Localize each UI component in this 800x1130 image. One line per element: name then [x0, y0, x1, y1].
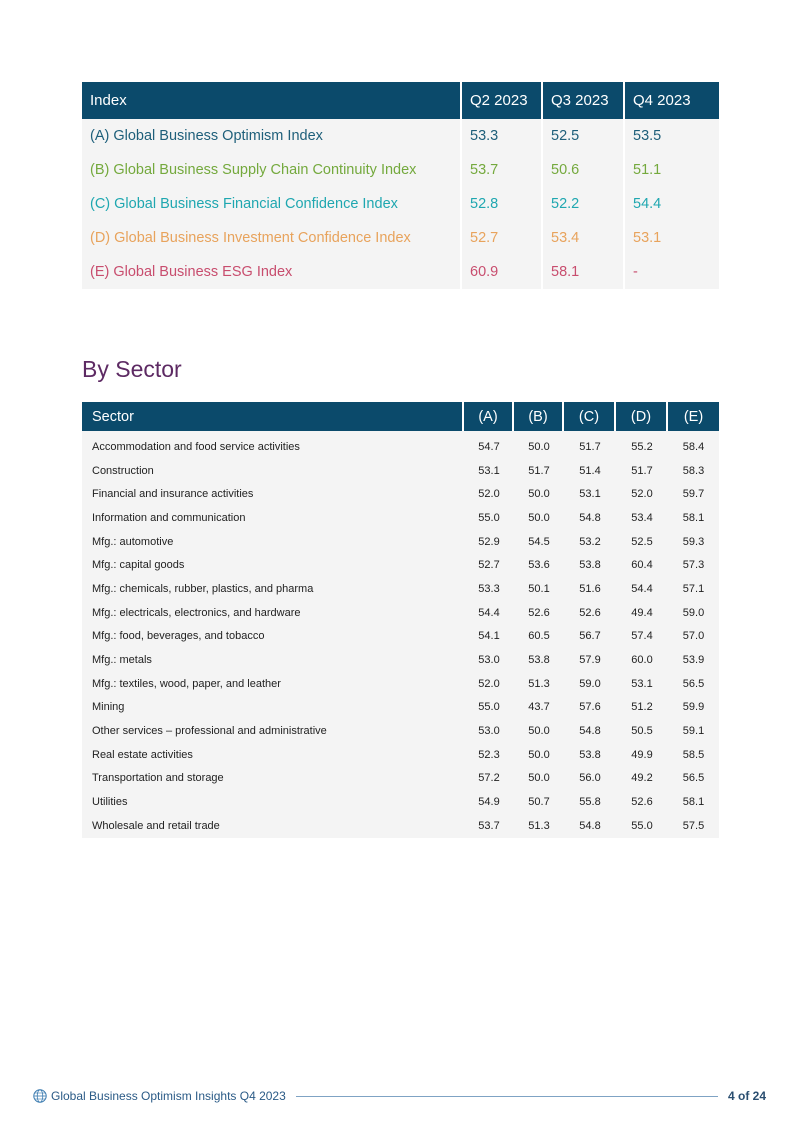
- index-summary-table: [82, 82, 719, 289]
- e-value-cell: 57.0: [668, 625, 719, 649]
- a-value-cell: 54.1: [464, 625, 514, 649]
- q3-value-cell: 50.6: [543, 153, 625, 187]
- sector-name-cell: Mfg.: textiles, wood, paper, and leather: [82, 672, 464, 696]
- sector-name-cell: Real estate activities: [82, 743, 464, 767]
- index-table-body: [82, 119, 719, 289]
- e-value-cell: 59.0: [668, 601, 719, 625]
- e-value-cell: 59.9: [668, 696, 719, 720]
- index-row: [82, 153, 719, 187]
- b-value-cell: 50.1: [514, 577, 564, 601]
- c-value-cell: 56.0: [564, 767, 616, 791]
- d-value-cell: 49.4: [616, 601, 668, 625]
- sector-table: [82, 402, 719, 838]
- sector-row: [82, 625, 719, 649]
- sector-row: [82, 530, 719, 554]
- b-value-cell: 60.5: [514, 625, 564, 649]
- d-value-cell: 54.4: [616, 577, 668, 601]
- d-value-cell: 53.4: [616, 506, 668, 530]
- d-value-cell: 53.1: [616, 672, 668, 696]
- index-name-cell: (B) Global Business Supply Chain Continuity Index: [82, 153, 462, 187]
- a-value-cell: 53.0: [464, 719, 514, 743]
- sector-name-cell: Mfg.: automotive: [82, 530, 464, 554]
- q4-column-header: Q4 2023: [625, 82, 719, 119]
- sector-table-header-row: [82, 402, 719, 431]
- a-value-cell: 52.9: [464, 530, 514, 554]
- q4-value-cell: 54.4: [625, 187, 719, 221]
- index-row: [82, 221, 719, 255]
- b-value-cell: 50.0: [514, 743, 564, 767]
- sector-row: [82, 601, 719, 625]
- q2-value-cell: 53.3: [462, 119, 543, 153]
- q4-value-cell: 53.5: [625, 119, 719, 153]
- c-value-cell: 57.6: [564, 696, 616, 720]
- e-value-cell: 59.3: [668, 530, 719, 554]
- e-value-cell: 58.1: [668, 790, 719, 814]
- a-value-cell: 53.3: [464, 577, 514, 601]
- e-value-cell: 57.1: [668, 577, 719, 601]
- sector-row: [82, 743, 719, 767]
- index-column-header: Index: [82, 82, 462, 119]
- b-value-cell: 53.6: [514, 553, 564, 577]
- sector-row: [82, 648, 719, 672]
- a-value-cell: 52.3: [464, 743, 514, 767]
- index-name-cell: (E) Global Business ESG Index: [82, 255, 462, 289]
- q3-value-cell: 58.1: [543, 255, 625, 289]
- b-value-cell: 52.6: [514, 601, 564, 625]
- index-row: [82, 255, 719, 289]
- sector-row: [82, 553, 719, 577]
- b-value-cell: 50.0: [514, 431, 564, 459]
- q2-value-cell: 52.7: [462, 221, 543, 255]
- d-value-cell: 51.7: [616, 459, 668, 483]
- a-value-cell: 54.7: [464, 431, 514, 459]
- sector-name-cell: Mfg.: metals: [82, 648, 464, 672]
- page-number: 4 of 24: [727, 1089, 766, 1103]
- d-value-cell: 60.0: [616, 648, 668, 672]
- footer-title: Global Business Optimism Insights Q4 2023: [51, 1089, 286, 1103]
- b-column-header: (B): [514, 402, 564, 431]
- q3-column-header: Q3 2023: [543, 82, 625, 119]
- page-footer: [33, 1087, 766, 1105]
- e-value-cell: 56.5: [668, 767, 719, 791]
- d-value-cell: 52.0: [616, 482, 668, 506]
- a-column-header: (A): [464, 402, 514, 431]
- d-value-cell: 60.4: [616, 553, 668, 577]
- a-value-cell: 55.0: [464, 696, 514, 720]
- index-row: [82, 119, 719, 153]
- sector-name-cell: Mfg.: chemicals, rubber, plastics, and pharma: [82, 577, 464, 601]
- c-value-cell: 54.8: [564, 719, 616, 743]
- c-value-cell: 53.8: [564, 553, 616, 577]
- globe-icon: [33, 1089, 47, 1103]
- q4-value-cell: 51.1: [625, 153, 719, 187]
- c-value-cell: 52.6: [564, 601, 616, 625]
- b-value-cell: 51.3: [514, 814, 564, 838]
- d-value-cell: 57.4: [616, 625, 668, 649]
- b-value-cell: 50.7: [514, 790, 564, 814]
- d-value-cell: 49.2: [616, 767, 668, 791]
- e-value-cell: 59.7: [668, 482, 719, 506]
- a-value-cell: 57.2: [464, 767, 514, 791]
- index-name-cell: (A) Global Business Optimism Index: [82, 119, 462, 153]
- e-value-cell: 58.3: [668, 459, 719, 483]
- c-value-cell: 53.8: [564, 743, 616, 767]
- b-value-cell: 50.0: [514, 767, 564, 791]
- b-value-cell: 50.0: [514, 719, 564, 743]
- c-value-cell: 54.8: [564, 506, 616, 530]
- sector-name-cell: Mining: [82, 696, 464, 720]
- by-sector-heading: By Sector: [82, 356, 182, 382]
- index-name-cell: (D) Global Business Investment Confidence Index: [82, 221, 462, 255]
- q2-value-cell: 52.8: [462, 187, 543, 221]
- index-name-cell: (C) Global Business Financial Confidence Index: [82, 187, 462, 221]
- d-value-cell: 52.5: [616, 530, 668, 554]
- d-value-cell: 50.5: [616, 719, 668, 743]
- d-value-cell: 55.2: [616, 431, 668, 459]
- index-row: [82, 187, 719, 221]
- b-value-cell: 43.7: [514, 696, 564, 720]
- e-value-cell: 58.5: [668, 743, 719, 767]
- b-value-cell: 51.3: [514, 672, 564, 696]
- a-value-cell: 52.0: [464, 482, 514, 506]
- d-column-header: (D): [616, 402, 668, 431]
- a-value-cell: 52.0: [464, 672, 514, 696]
- c-value-cell: 57.9: [564, 648, 616, 672]
- c-value-cell: 53.1: [564, 482, 616, 506]
- q4-value-cell: 53.1: [625, 221, 719, 255]
- c-value-cell: 54.8: [564, 814, 616, 838]
- c-value-cell: 51.7: [564, 431, 616, 459]
- e-value-cell: 59.1: [668, 719, 719, 743]
- sector-row: [82, 814, 719, 838]
- q3-value-cell: 52.5: [543, 119, 625, 153]
- a-value-cell: 54.4: [464, 601, 514, 625]
- sector-row: [82, 506, 719, 530]
- e-column-header: (E): [668, 402, 719, 431]
- c-value-cell: 53.2: [564, 530, 616, 554]
- b-value-cell: 54.5: [514, 530, 564, 554]
- e-value-cell: 57.5: [668, 814, 719, 838]
- sector-name-cell: Transportation and storage: [82, 767, 464, 791]
- a-value-cell: 53.0: [464, 648, 514, 672]
- d-value-cell: 49.9: [616, 743, 668, 767]
- sector-row: [82, 719, 719, 743]
- sector-row: [82, 577, 719, 601]
- sector-name-cell: Wholesale and retail trade: [82, 814, 464, 838]
- index-table-header-row: [82, 82, 719, 119]
- footer-divider: [296, 1096, 718, 1097]
- sector-name-cell: Mfg.: capital goods: [82, 553, 464, 577]
- q2-column-header: Q2 2023: [462, 82, 543, 119]
- e-value-cell: 53.9: [668, 648, 719, 672]
- e-value-cell: 56.5: [668, 672, 719, 696]
- sector-row: [82, 672, 719, 696]
- sector-table-body: [82, 431, 719, 838]
- a-value-cell: 52.7: [464, 553, 514, 577]
- b-value-cell: 50.0: [514, 482, 564, 506]
- c-value-cell: 51.4: [564, 459, 616, 483]
- q2-value-cell: 60.9: [462, 255, 543, 289]
- sector-row: [82, 482, 719, 506]
- a-value-cell: 55.0: [464, 506, 514, 530]
- b-value-cell: 50.0: [514, 506, 564, 530]
- e-value-cell: 57.3: [668, 553, 719, 577]
- e-value-cell: 58.1: [668, 506, 719, 530]
- sector-name-cell: Other services – professional and administrative: [82, 719, 464, 743]
- q4-value-cell: -: [625, 255, 719, 289]
- d-value-cell: 51.2: [616, 696, 668, 720]
- sector-name-cell: Financial and insurance activities: [82, 482, 464, 506]
- e-value-cell: 58.4: [668, 431, 719, 459]
- sector-row: [82, 696, 719, 720]
- sector-name-cell: Mfg.: food, beverages, and tobacco: [82, 625, 464, 649]
- b-value-cell: 51.7: [514, 459, 564, 483]
- q2-value-cell: 53.7: [462, 153, 543, 187]
- c-value-cell: 51.6: [564, 577, 616, 601]
- q3-value-cell: 52.2: [543, 187, 625, 221]
- sector-row: [82, 459, 719, 483]
- sector-name-cell: Utilities: [82, 790, 464, 814]
- d-value-cell: 55.0: [616, 814, 668, 838]
- sector-row: [82, 767, 719, 791]
- c-column-header: (C): [564, 402, 616, 431]
- sector-row: [82, 431, 719, 459]
- d-value-cell: 52.6: [616, 790, 668, 814]
- a-value-cell: 53.1: [464, 459, 514, 483]
- b-value-cell: 53.8: [514, 648, 564, 672]
- a-value-cell: 53.7: [464, 814, 514, 838]
- sector-row: [82, 790, 719, 814]
- c-value-cell: 59.0: [564, 672, 616, 696]
- sector-column-header: Sector: [82, 402, 464, 431]
- sector-name-cell: Accommodation and food service activities: [82, 431, 464, 459]
- a-value-cell: 54.9: [464, 790, 514, 814]
- sector-name-cell: Construction: [82, 459, 464, 483]
- c-value-cell: 55.8: [564, 790, 616, 814]
- c-value-cell: 56.7: [564, 625, 616, 649]
- sector-name-cell: Mfg.: electricals, electronics, and hardware: [82, 601, 464, 625]
- q3-value-cell: 53.4: [543, 221, 625, 255]
- sector-name-cell: Information and communication: [82, 506, 464, 530]
